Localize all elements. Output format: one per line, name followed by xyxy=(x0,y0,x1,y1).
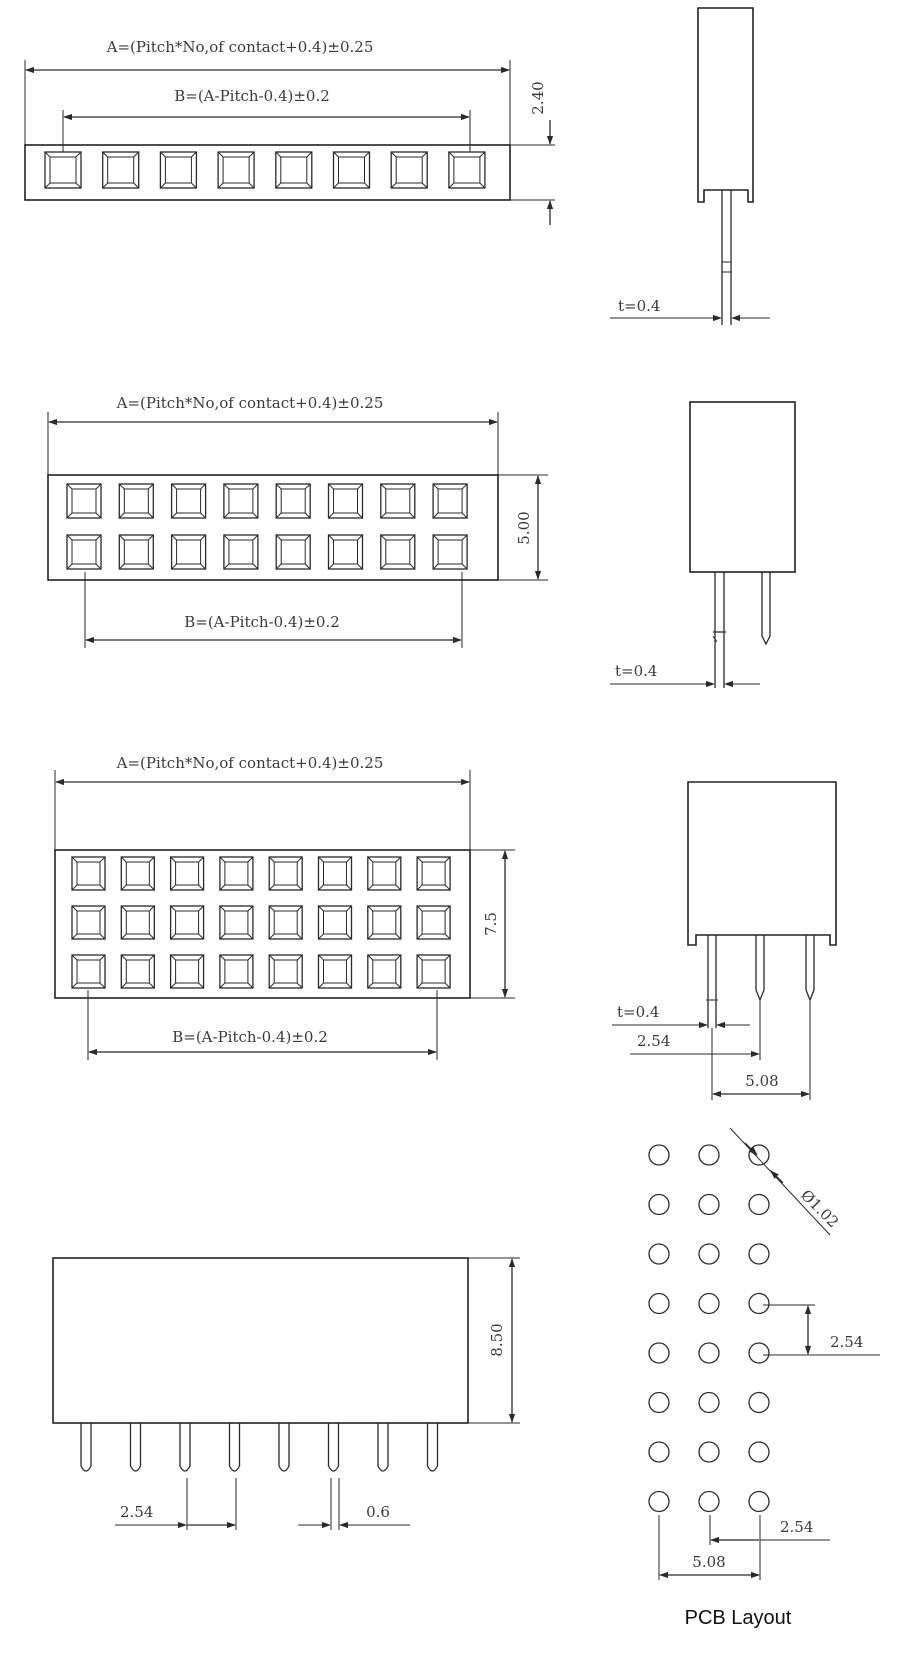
contact-cell xyxy=(121,857,154,890)
contact-cell xyxy=(45,152,81,188)
contact-cell xyxy=(269,906,302,939)
contact-cell xyxy=(381,484,415,518)
front-housing xyxy=(53,1258,468,1423)
contact-cell xyxy=(449,152,485,188)
contact-cell xyxy=(334,152,370,188)
double-row-a-label: A=(Pitch*No,of contact+0.4)±0.25 xyxy=(116,394,384,412)
single-row-side-housing xyxy=(698,8,753,202)
pcb-hole xyxy=(699,1343,719,1363)
pcb-caption: PCB Layout xyxy=(684,1607,792,1629)
front-pins xyxy=(81,1423,438,1471)
contact-cell xyxy=(269,955,302,988)
contact-cell xyxy=(276,484,310,518)
double-row-top-view xyxy=(48,394,548,648)
triple-row-a-label: A=(Pitch*No,of contact+0.4)±0.25 xyxy=(116,754,384,772)
contact-cell xyxy=(276,152,312,188)
pcb-hole-label: Ø1.02 xyxy=(797,1186,843,1232)
pcb-hole xyxy=(649,1244,669,1264)
front-pin xyxy=(279,1423,289,1471)
triple-row-pitch-label: 2.54 xyxy=(637,1032,671,1050)
pcb-hole xyxy=(699,1294,719,1314)
double-row-t-label: t=0.4 xyxy=(615,662,658,680)
triple-row-b-label: B=(A-Pitch-0.4)±0.2 xyxy=(172,1028,328,1046)
triple-row-span-label: 5.08 xyxy=(745,1072,779,1090)
pcb-hole xyxy=(699,1145,719,1165)
single-row-b-label: B=(A-Pitch-0.4)±0.2 xyxy=(174,87,330,105)
contact-cell xyxy=(319,857,352,890)
triple-row-contacts xyxy=(72,857,450,988)
pcb-hole xyxy=(699,1195,719,1215)
triple-row-housing xyxy=(55,850,470,998)
pcb-hole xyxy=(749,1343,769,1363)
contact-cell xyxy=(276,535,310,569)
contact-cell xyxy=(171,955,204,988)
contact-cell xyxy=(72,857,105,890)
contact-cell xyxy=(72,906,105,939)
double-row-contacts xyxy=(67,484,467,569)
pcb-hole xyxy=(749,1393,769,1413)
single-row-top-view xyxy=(25,38,555,225)
triple-row-top-view xyxy=(55,754,515,1060)
contact-cell xyxy=(67,484,101,518)
contact-cell xyxy=(368,906,401,939)
contact-cell xyxy=(119,535,153,569)
single-row-contacts xyxy=(45,152,485,188)
contact-cell xyxy=(269,857,302,890)
contact-cell xyxy=(224,484,258,518)
triple-row-height-label: 7.5 xyxy=(482,912,500,936)
front-height-label: 8.50 xyxy=(488,1323,506,1357)
front-pin xyxy=(428,1423,438,1471)
triple-row-t-label: t=0.4 xyxy=(617,1003,660,1021)
pcb-hole xyxy=(649,1294,669,1314)
contact-cell xyxy=(121,955,154,988)
contact-cell xyxy=(72,955,105,988)
pcb-hole xyxy=(749,1492,769,1512)
contact-cell xyxy=(171,906,204,939)
front-pin xyxy=(378,1423,388,1471)
pcb-hole xyxy=(749,1442,769,1462)
pcb-hole xyxy=(749,1244,769,1264)
contact-cell xyxy=(368,955,401,988)
single-row-housing xyxy=(25,145,510,200)
pcb-layout xyxy=(649,1128,880,1629)
contact-cell xyxy=(319,906,352,939)
contact-cell xyxy=(220,857,253,890)
pcb-hole xyxy=(699,1492,719,1512)
contact-cell xyxy=(381,535,415,569)
double-row-b-label: B=(A-Pitch-0.4)±0.2 xyxy=(184,613,340,631)
triple-row-side-view xyxy=(612,782,836,1100)
pcb-hole xyxy=(649,1343,669,1363)
pcb-col-pitch-label: 2.54 xyxy=(780,1518,814,1536)
contact-cell xyxy=(433,535,467,569)
contact-cell xyxy=(319,955,352,988)
contact-cell xyxy=(67,535,101,569)
double-row-housing xyxy=(48,475,498,580)
contact-cell xyxy=(218,152,254,188)
pcb-hole xyxy=(749,1294,769,1314)
pcb-hole xyxy=(699,1244,719,1264)
front-pin xyxy=(329,1423,339,1471)
double-row-side-view xyxy=(610,402,795,688)
front-view xyxy=(53,1258,520,1530)
pcb-hole xyxy=(649,1195,669,1215)
contact-cell xyxy=(119,484,153,518)
contact-cell xyxy=(103,152,139,188)
single-row-a-label: A=(Pitch*No,of contact+0.4)±0.25 xyxy=(106,38,374,56)
contact-cell xyxy=(160,152,196,188)
pcb-hole xyxy=(699,1442,719,1462)
pcb-hole xyxy=(649,1492,669,1512)
pcb-span-label: 5.08 xyxy=(692,1553,726,1571)
single-row-height-label: 2.40 xyxy=(529,81,547,115)
double-row-height-label: 5.00 xyxy=(515,511,533,545)
contact-cell xyxy=(224,535,258,569)
pcb-hole xyxy=(749,1145,769,1165)
contact-cell xyxy=(171,857,204,890)
front-pin-label: 0.6 xyxy=(366,1503,390,1521)
contact-cell xyxy=(417,955,450,988)
contact-cell xyxy=(172,484,206,518)
front-pin xyxy=(230,1423,240,1471)
contact-cell xyxy=(391,152,427,188)
contact-cell xyxy=(121,906,154,939)
contact-cell xyxy=(220,906,253,939)
contact-cell xyxy=(329,535,363,569)
contact-cell xyxy=(329,484,363,518)
triple-row-side-housing xyxy=(688,782,836,945)
single-row-side-view xyxy=(610,8,770,325)
contact-cell xyxy=(172,535,206,569)
pcb-hole xyxy=(749,1195,769,1215)
contact-cell xyxy=(417,906,450,939)
pcb-row-pitch-label: 2.54 xyxy=(830,1333,864,1351)
pcb-hole xyxy=(649,1442,669,1462)
front-pin xyxy=(81,1423,91,1471)
front-pin xyxy=(180,1423,190,1471)
pcb-hole xyxy=(649,1393,669,1413)
pcb-hole xyxy=(699,1393,719,1413)
contact-cell xyxy=(417,857,450,890)
front-pitch-label: 2.54 xyxy=(120,1503,154,1521)
single-row-t-label: t=0.4 xyxy=(618,297,661,315)
pcb-hole xyxy=(649,1145,669,1165)
front-pin xyxy=(131,1423,141,1471)
contact-cell xyxy=(433,484,467,518)
double-row-side-housing xyxy=(690,402,795,572)
pcb-holes xyxy=(649,1145,769,1512)
contact-cell xyxy=(368,857,401,890)
contact-cell xyxy=(220,955,253,988)
